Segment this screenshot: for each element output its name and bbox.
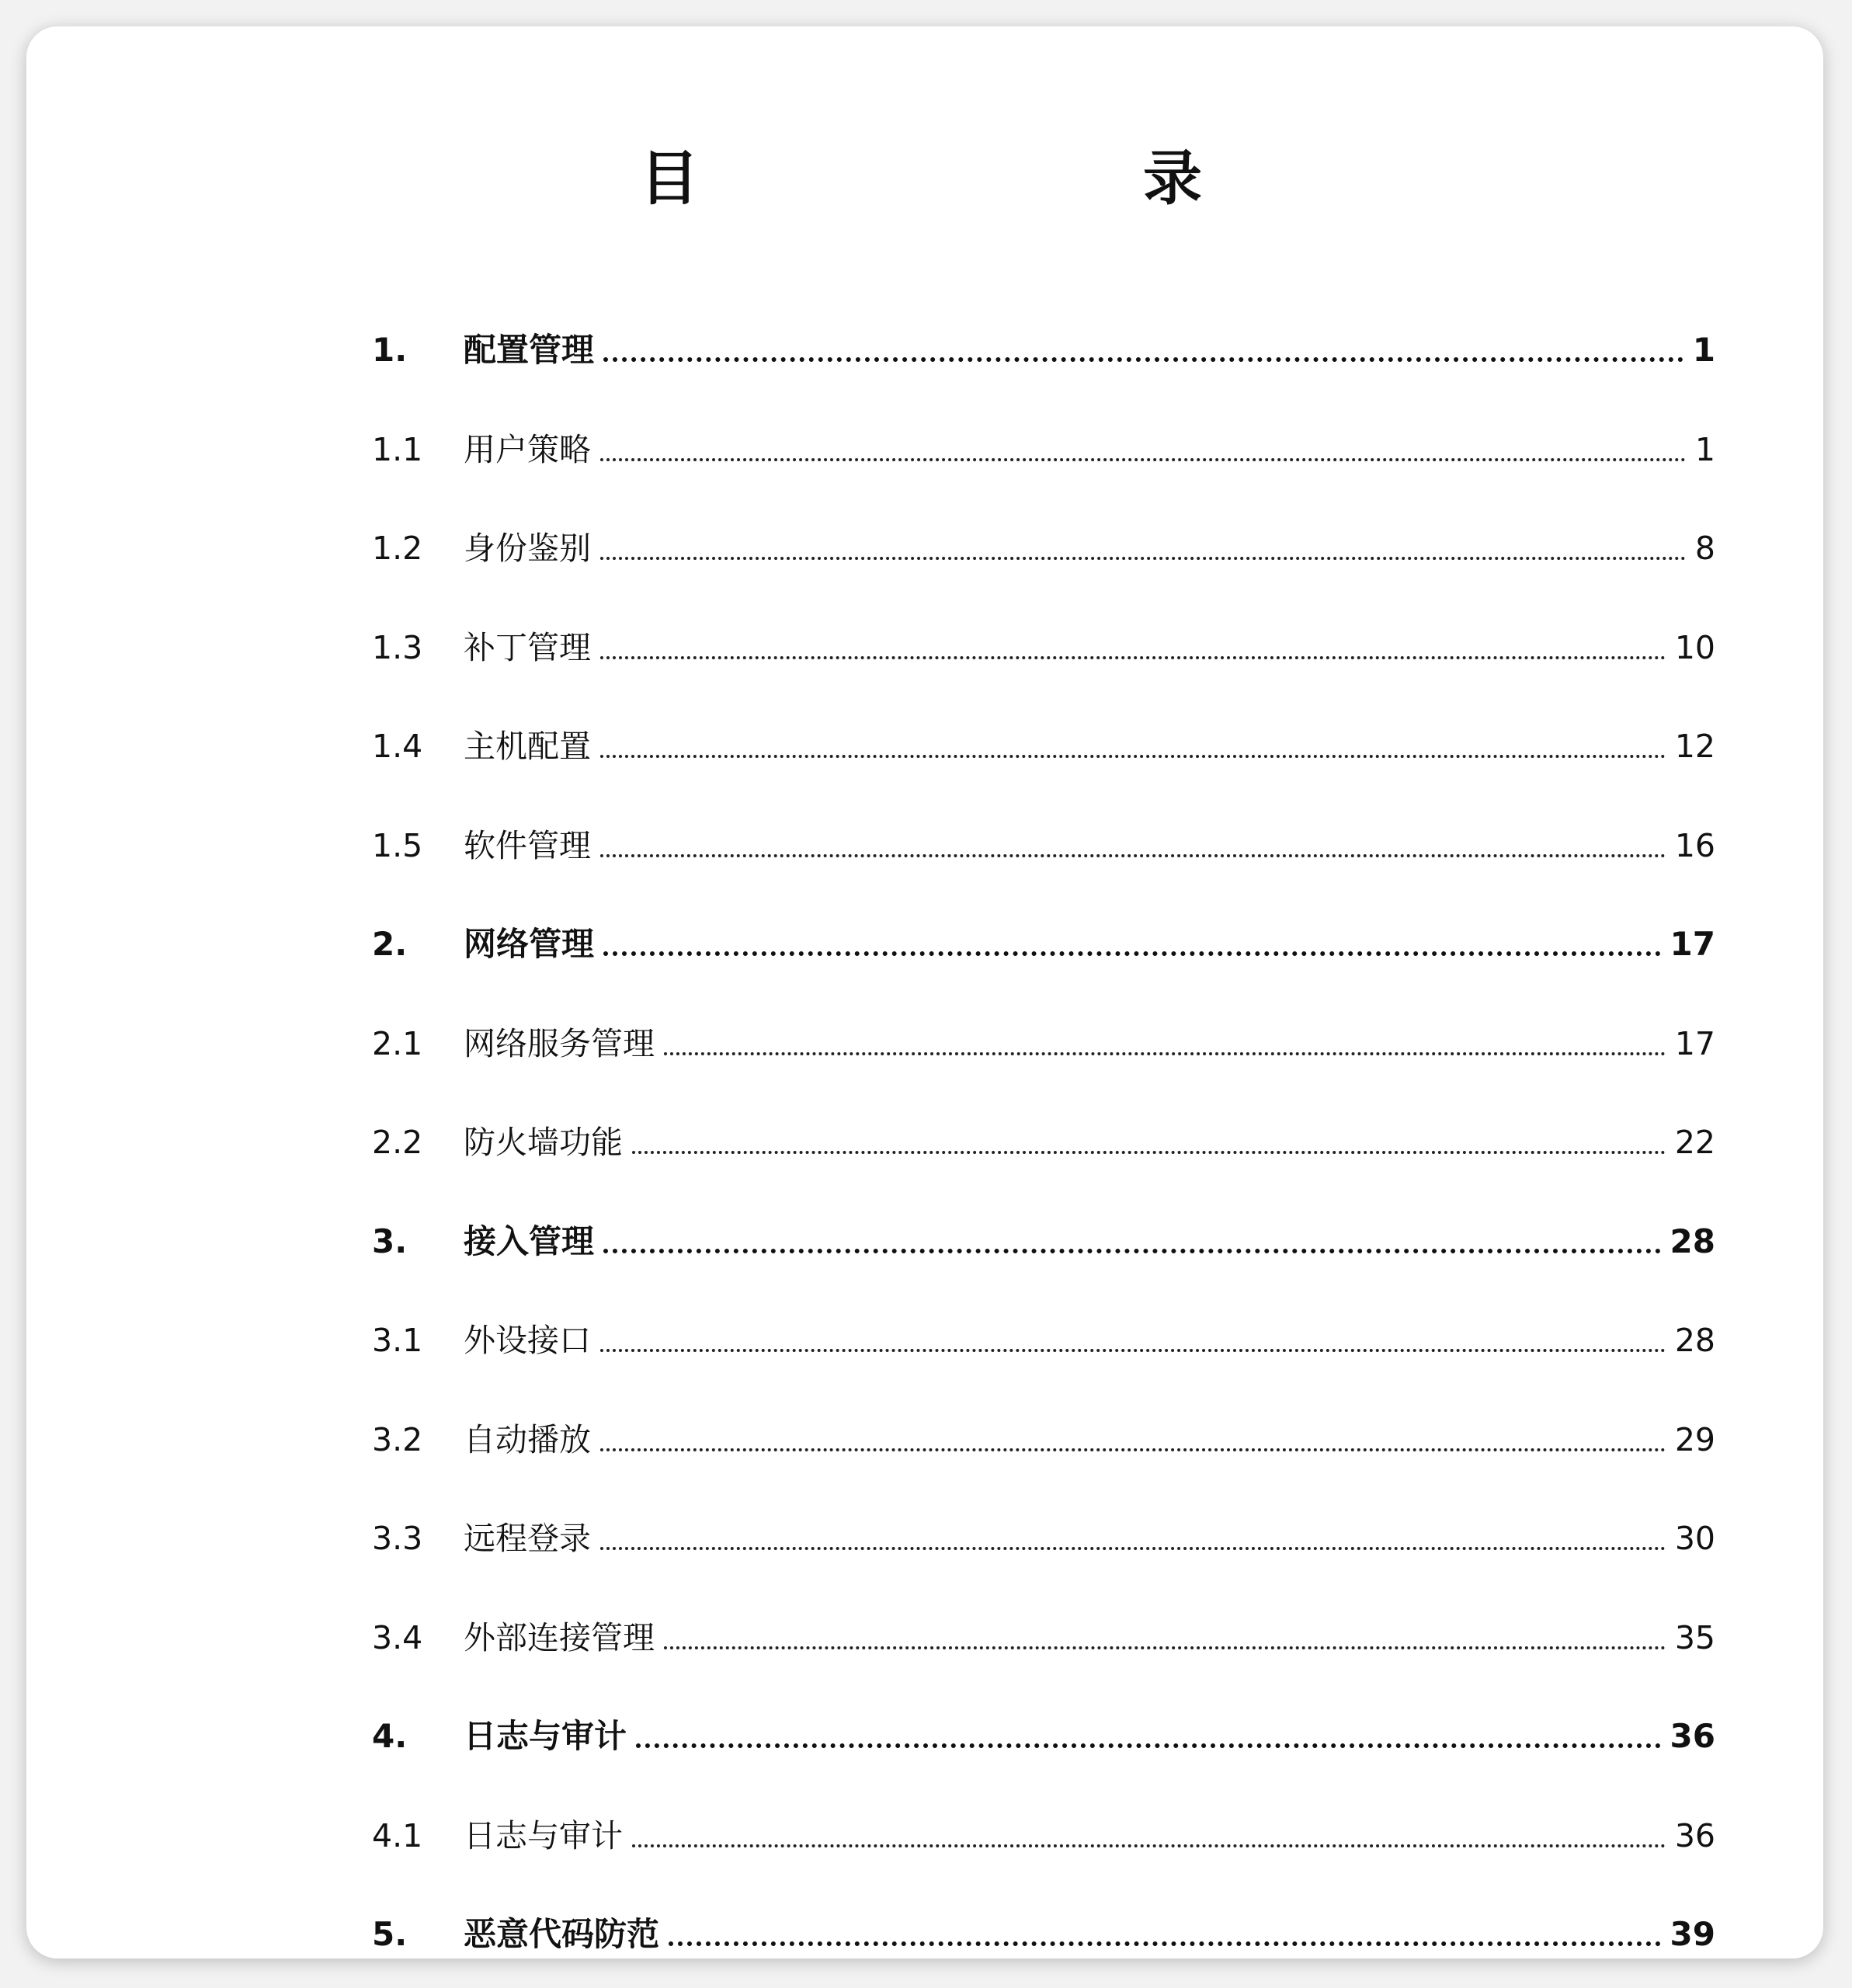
toc-entry[interactable] <box>372 1698 1715 1753</box>
toc-entry[interactable] <box>372 412 1715 466</box>
toc-entry-number: 5. <box>372 1915 408 1953</box>
toc-entry[interactable] <box>372 510 1715 565</box>
toc-entry[interactable] <box>372 1798 1715 1852</box>
toc-entry-title: 外部连接管理 <box>464 1618 655 1656</box>
toc-dot-leader <box>600 1448 1666 1451</box>
toc-entry-title: 日志与审计 <box>464 1816 623 1854</box>
toc-title: 目 录 <box>640 144 1311 213</box>
toc-entry[interactable] <box>372 1302 1715 1357</box>
toc-entry-number: 3.1 <box>372 1322 423 1359</box>
toc-entry-title: 日志与审计 <box>464 1717 627 1755</box>
toc-entry[interactable] <box>372 1600 1715 1654</box>
toc-entry-page: 16 <box>1674 826 1715 864</box>
toc-entry-page: 29 <box>1674 1420 1715 1458</box>
toc-entry[interactable] <box>372 1204 1715 1258</box>
toc-entry-number: 4. <box>372 1717 408 1755</box>
toc-dot-leader <box>600 854 1666 857</box>
toc-entry-page: 1 <box>1694 430 1715 468</box>
toc-entry-page: 8 <box>1694 530 1715 567</box>
toc-dot-leader <box>669 1941 1661 1946</box>
toc-entry-page: 35 <box>1674 1618 1715 1656</box>
toc-dot-leader <box>636 1743 1661 1748</box>
toc-entry-page: 17 <box>1674 1024 1715 1062</box>
toc-entry-title: 身份鉴别 <box>464 530 591 567</box>
toc-dot-leader <box>603 951 1661 956</box>
toc-entry-title: 网络服务管理 <box>464 1024 655 1062</box>
toc-entry-number: 3.2 <box>372 1420 423 1458</box>
toc-entry-number: 3.3 <box>372 1520 423 1557</box>
toc-entry-title: 外设接口 <box>464 1322 591 1359</box>
toc-entry-page: 22 <box>1674 1124 1715 1161</box>
toc-entry-title: 远程登录 <box>464 1520 591 1557</box>
toc-entry[interactable] <box>372 1402 1715 1456</box>
toc-entry-title: 补丁管理 <box>464 628 591 666</box>
toc-entry-page: 28 <box>1674 1322 1715 1359</box>
toc-entry-page: 1 <box>1692 331 1715 369</box>
toc-entry-title: 防火墙功能 <box>464 1124 623 1161</box>
toc-entry-title: 接入管理 <box>464 1222 595 1260</box>
toc-dot-leader <box>603 357 1683 362</box>
toc-entry-number: 2.2 <box>372 1124 423 1161</box>
document-page <box>26 26 1823 1958</box>
toc-entry-title: 网络管理 <box>464 925 595 963</box>
toc-entry[interactable] <box>372 1006 1715 1060</box>
toc-entry-title: 配置管理 <box>464 331 595 369</box>
toc-entry[interactable] <box>372 906 1715 961</box>
toc-dot-leader <box>600 1349 1666 1352</box>
toc-dot-leader <box>664 1646 1666 1649</box>
toc-dot-leader <box>664 1052 1666 1055</box>
toc-entry-number: 3. <box>372 1222 408 1260</box>
toc-entry-number: 1.3 <box>372 628 423 666</box>
toc-entry-number: 1.2 <box>372 530 423 567</box>
toc-entry-number: 1.4 <box>372 728 423 765</box>
toc-list <box>26 26 1823 1958</box>
toc-entry-number: 2.1 <box>372 1024 423 1062</box>
toc-entry-page: 10 <box>1674 628 1715 666</box>
toc-entry[interactable] <box>372 1500 1715 1555</box>
toc-entry[interactable] <box>372 1896 1715 1951</box>
toc-entry-number: 2. <box>372 925 408 963</box>
toc-entry-number: 4.1 <box>372 1816 423 1854</box>
toc-entry-title: 主机配置 <box>464 728 591 765</box>
toc-dot-leader <box>632 1151 1666 1154</box>
toc-entry-title: 软件管理 <box>464 826 591 864</box>
toc-entry-title: 恶意代码防范 <box>464 1915 660 1953</box>
toc-dot-leader <box>600 755 1666 758</box>
toc-entry-number: 1.1 <box>372 430 423 468</box>
toc-dot-leader <box>600 557 1686 560</box>
toc-entry-title: 自动播放 <box>464 1420 591 1458</box>
toc-entry-number: 3.4 <box>372 1618 423 1656</box>
toc-dot-leader <box>600 656 1666 659</box>
toc-entry-page: 39 <box>1670 1915 1715 1953</box>
toc-dot-leader <box>632 1844 1666 1847</box>
toc-entry-page: 28 <box>1670 1222 1715 1260</box>
toc-dot-leader <box>603 1249 1661 1253</box>
toc-dot-leader <box>600 1547 1666 1550</box>
toc-entry-page: 17 <box>1670 925 1715 963</box>
toc-entry-page: 36 <box>1670 1717 1715 1755</box>
toc-entry[interactable] <box>372 610 1715 664</box>
toc-entry-page: 30 <box>1674 1520 1715 1557</box>
toc-entry[interactable] <box>372 1104 1715 1159</box>
toc-entry-title: 用户策略 <box>464 430 591 468</box>
toc-entry[interactable] <box>372 708 1715 763</box>
toc-entry-number: 1. <box>372 331 408 369</box>
toc-entry-number: 1.5 <box>372 826 423 864</box>
toc-entry-page: 12 <box>1674 728 1715 765</box>
toc-dot-leader <box>600 458 1686 461</box>
toc-entry[interactable] <box>372 312 1715 367</box>
toc-entry[interactable] <box>372 808 1715 862</box>
toc-entry-page: 36 <box>1674 1816 1715 1854</box>
